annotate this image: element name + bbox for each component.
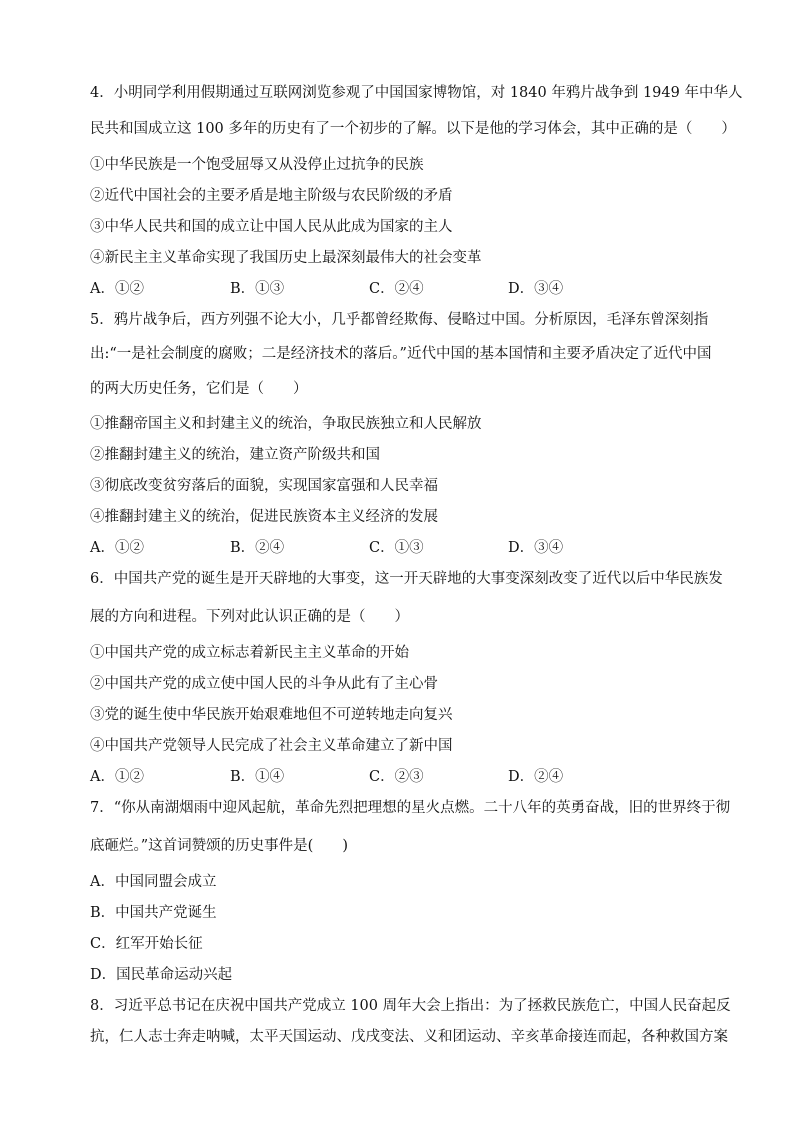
question-6-stem-line-1: 6．中国共产党的诞生是开天辟地的大事变，这一开天辟地的大事变深刻改变了近代以后中华民族发 <box>90 571 723 587</box>
question-7-stem-line-2: 底砸烂。”这首词赞颂的历史事件是( ) <box>90 838 348 854</box>
question-7-option-a[interactable]: A．中国同盟会成立 <box>90 874 217 890</box>
question-7-option-d[interactable]: D．国民革命运动兴起 <box>90 967 233 983</box>
question-5-option-b[interactable]: B．②④ <box>230 540 285 556</box>
question-5-statement-4: ④推翻封建主义的统治，促进民族资本主义经济的发展 <box>90 509 438 525</box>
question-4-options <box>90 279 710 299</box>
question-4-statement-1: ①中华民族是一个饱受屈辱又从没停止过抗争的民族 <box>90 157 424 173</box>
question-6-option-d[interactable]: D．②④ <box>508 769 564 785</box>
question-6-option-a[interactable]: A．①② <box>90 769 144 785</box>
question-5-stem-line-1: 5．鸦片战争后，西方列强不论大小，几乎都曾经欺侮、侵略过中国。分析原因，毛泽东曾深刻指 <box>90 312 709 328</box>
question-6-options <box>90 767 710 787</box>
question-4-statement-3: ③中华人民共和国的成立让中国人民从此成为国家的主人 <box>90 219 453 235</box>
question-4-option-a[interactable]: A．①② <box>90 281 144 297</box>
question-5-stem-line-3: 的两大历史任务，它们是（ ） <box>90 381 308 397</box>
question-8-stem-line-2: 抗，仁人志士奔走呐喊，太平天国运动、戊戌变法、义和团运动、辛亥革命接连而起，各种救国方案 <box>90 1029 728 1045</box>
question-7-option-c[interactable]: C．红军开始长征 <box>90 936 203 952</box>
question-4-option-c[interactable]: C．②④ <box>369 281 424 297</box>
question-6-option-b[interactable]: B．①④ <box>230 769 285 785</box>
question-5-statement-1: ①推翻帝国主义和封建主义的统治，争取民族独立和人民解放 <box>90 416 482 432</box>
question-5-option-d[interactable]: D．③④ <box>508 540 564 556</box>
question-4-stem-line-1: 4．小明同学利用假期通过互联网浏览参观了中国国家博物馆，对 1840 年鸦片战争到 1949 年中华人 <box>90 85 743 101</box>
question-4-option-b[interactable]: B．①③ <box>230 281 285 297</box>
question-8-stem-line-1: 8．习近平总书记在庆祝中国共产党成立 100 周年大会上指出：为了拯救民族危亡，中国人民奋起反 <box>90 998 731 1014</box>
question-6-statement-2: ②中国共产党的成立使中国人民的斗争从此有了主心骨 <box>90 676 438 692</box>
question-6-statement-4: ④中国共产党领导人民完成了社会主义革命建立了新中国 <box>90 738 453 754</box>
question-6-option-c[interactable]: C．②③ <box>369 769 424 785</box>
question-4-statement-4: ④新民主主义革命实现了我国历史上最深刻最伟大的社会变革 <box>90 250 482 266</box>
question-7-option-b[interactable]: B．中国共产党诞生 <box>90 905 217 921</box>
question-4-stem-line-2: 民共和国成立这 100 多年的历史有了一个初步的了解。以下是他的学习体会，其中正确的是（ ） <box>90 121 736 137</box>
question-5-option-a[interactable]: A．①② <box>90 540 144 556</box>
question-5-statement-3: ③彻底改变贫穷落后的面貌，实现国家富强和人民幸福 <box>90 478 438 494</box>
question-5-stem-line-2: 出:“一是社会制度的腐败；二是经济技术的落后。”近代中国的基本国情和主要矛盾决定了近代中国 <box>90 346 712 362</box>
question-5-statement-2: ②推翻封建主义的统治，建立资产阶级共和国 <box>90 447 380 463</box>
question-5-option-c[interactable]: C．①③ <box>369 540 424 556</box>
question-6-statement-1: ①中国共产党的成立标志着新民主主义革命的开始 <box>90 645 409 661</box>
question-4-option-d[interactable]: D．③④ <box>508 281 564 297</box>
question-7-stem-line-1: 7．“你从南湖烟雨中迎风起航，革命先烈把理想的星火点燃。二十八年的英勇奋战，旧的世界终于彻 <box>90 800 731 816</box>
question-6-statement-3: ③党的诞生使中华民族开始艰难地但不可逆转地走向复兴 <box>90 707 453 723</box>
question-6-stem-line-2: 展的方向和进程。下列对此认识正确的是（ ） <box>90 609 409 625</box>
question-5-options <box>90 538 710 558</box>
question-4-statement-2: ②近代中国社会的主要矛盾是地主阶级与农民阶级的矛盾 <box>90 188 453 204</box>
